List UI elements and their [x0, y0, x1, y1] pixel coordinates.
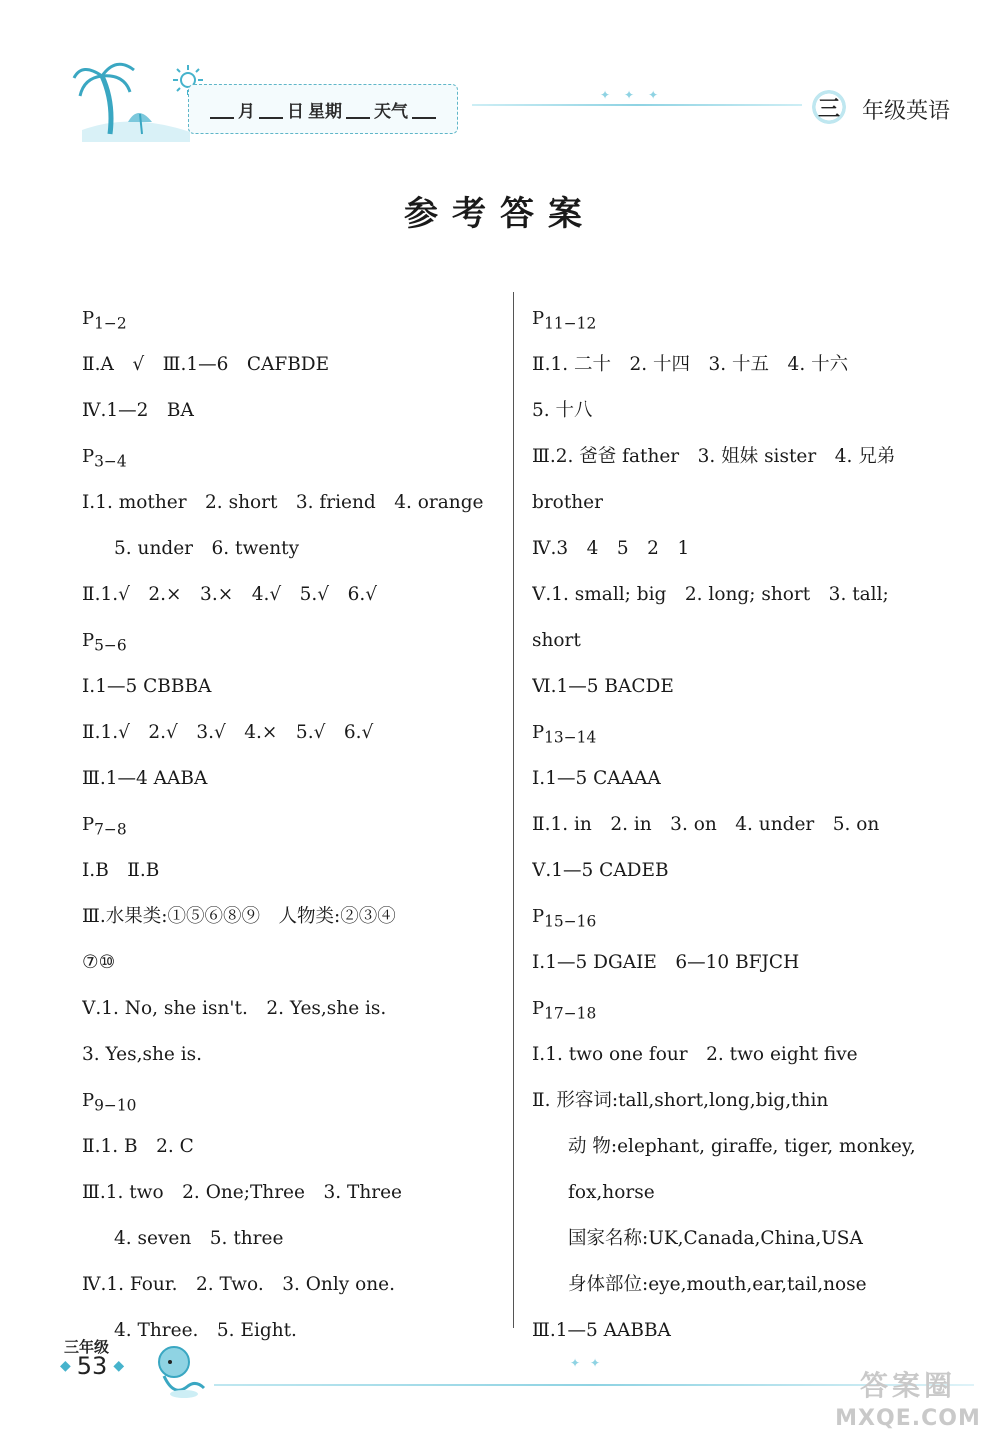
page-prefix: P [82, 446, 95, 467]
answer-line: fox,horse [568, 1182, 655, 1203]
date-weather-box [188, 84, 458, 134]
watermark-top: 答案圈 [859, 1369, 956, 1402]
page-range-label [82, 618, 502, 664]
answer-line: Ⅱ.A √ Ⅲ.1—6 CAFBDE [82, 354, 330, 375]
page-title: 参考答案 [404, 194, 596, 234]
answer-line: brother [532, 492, 603, 513]
watermark-logo [820, 1368, 996, 1440]
header-decor-line [472, 104, 802, 106]
page-range: 17−18 [544, 1004, 597, 1023]
page-range: 15−16 [544, 912, 597, 931]
page-range: 11−12 [544, 314, 597, 333]
answer-line: Ⅳ.1—2 BA [82, 400, 194, 421]
answer-line: Ⅴ.1. No, she isn't. 2. Yes,she is. [82, 998, 387, 1019]
answer-line: Ⅱ.1.√ 2.√ 3.√ 4.× 5.√ 6.√ [82, 722, 374, 743]
answer-line: Ⅰ.1. two one four 2. two eight five [532, 1044, 858, 1065]
page-range-label [82, 1078, 502, 1124]
page-range: 3−4 [94, 452, 127, 471]
answer-line: Ⅰ.1—5 DGAIE 6—10 BFJCH [532, 952, 800, 973]
watermark-bottom: MXQE.COM [835, 1406, 981, 1431]
page-number-value: 53 [76, 1352, 108, 1380]
answer-line: ⑦⑩ [82, 952, 116, 973]
date-month-label: 月 [238, 101, 255, 122]
page-prefix: P [532, 722, 545, 743]
date-week-label: 星期 [308, 101, 342, 122]
answer-line: 身体部位:eye,mouth,ear,tail,nose [568, 1274, 867, 1295]
answer-line: 5. under 6. twenty [114, 538, 300, 559]
answer-line: Ⅱ.1. 二十 2. 十四 3. 十五 4. 十六 [532, 354, 849, 375]
date-blank [346, 99, 370, 119]
date-blank [412, 99, 436, 119]
page-range-label [82, 296, 502, 342]
answer-line: 动 物:elephant, giraffe, tiger, monkey, [568, 1136, 916, 1157]
answer-line: 3. Yes,she is. [82, 1044, 202, 1065]
answer-line: 4. seven 5. three [114, 1228, 284, 1249]
answer-line: Ⅱ.1. in 2. in 3. on 4. under 5. on [532, 814, 880, 835]
answer-line: Ⅲ.1. two 2. One;Three 3. Three [82, 1182, 402, 1203]
page-prefix: P [532, 998, 545, 1019]
answer-line: Ⅲ.水果类:①⑤⑥⑧⑨ 人物类:②③④ [82, 906, 396, 927]
page-range: 9−10 [94, 1096, 137, 1115]
answer-line: 4. Three. 5. Eight. [114, 1320, 297, 1341]
diamond-icon: ◆ [113, 1358, 125, 1374]
answer-line: Ⅰ.1. mother 2. short 3. friend 4. orange [82, 492, 484, 513]
answer-line: Ⅱ. 形容词:tall,short,long,big,thin [532, 1090, 829, 1111]
page-range: 7−8 [94, 820, 127, 839]
date-weather-label: 天气 [374, 101, 408, 122]
page-range-label [532, 296, 952, 342]
answer-line: Ⅵ.1—5 BACDE [532, 676, 674, 697]
answer-line: Ⅲ.2. 爸爸 father 3. 姐妹 sister 4. 兄弟 [532, 446, 896, 467]
page-prefix: P [82, 630, 95, 651]
answer-line: Ⅱ.1.√ 2.× 3.× 4.√ 5.√ 6.√ [82, 584, 378, 605]
page-range: 13−14 [544, 728, 597, 747]
footer-decor-dots: ✦✦ [570, 1356, 611, 1370]
page-range: 1−2 [94, 314, 127, 333]
answer-column-right [532, 296, 952, 1354]
answer-line: Ⅱ.1. B 2. C [82, 1136, 194, 1157]
footer-grade-label: 三年级 [64, 1338, 110, 1356]
date-blank [259, 99, 283, 119]
grade-badge: 三 [812, 90, 846, 124]
answer-line: Ⅰ.1—5 CAAAA [532, 768, 661, 789]
page-prefix: P [82, 1090, 95, 1111]
answer-line: Ⅴ.1. small; big 2. long; short 3. tall; [532, 584, 889, 605]
answer-line: Ⅲ.1—5 AABBA [532, 1320, 671, 1341]
answer-line: Ⅳ.1. Four. 2. Two. 3. Only one. [82, 1274, 395, 1295]
grade-subject-label: 年级英语 [862, 99, 951, 124]
page-range-label [532, 710, 952, 756]
answer-line: Ⅲ.1—4 AABA [82, 768, 208, 789]
header-decor-dots: ✦✦✦ [600, 88, 673, 102]
page-prefix: P [532, 906, 545, 927]
answer-line: short [532, 630, 581, 651]
date-day-label: 日 [287, 101, 304, 122]
page-prefix: P [532, 308, 545, 329]
page-range-label [82, 802, 502, 848]
answer-line: 国家名称:UK,Canada,China,USA [568, 1228, 863, 1249]
answer-line: Ⅰ.1—5 CBBBA [82, 676, 212, 697]
page-range-label [532, 986, 952, 1032]
page-header [0, 0, 1000, 150]
cartoon-kid-icon [144, 1342, 210, 1400]
answer-column-left [82, 296, 502, 1354]
answer-line: Ⅰ.B Ⅱ.B [82, 860, 160, 881]
diamond-icon: ◆ [60, 1358, 71, 1374]
page-prefix: P [82, 308, 95, 329]
page-prefix: P [82, 814, 95, 835]
page-number [60, 1352, 124, 1380]
page-range-label [82, 434, 502, 480]
answer-line: Ⅴ.1—5 CADEB [532, 860, 669, 881]
page-range-label [532, 894, 952, 940]
answer-line: Ⅳ.3 4 5 2 1 [532, 538, 690, 559]
column-divider [513, 292, 514, 1328]
page-range: 5−6 [94, 636, 127, 655]
date-blank [210, 99, 234, 119]
answer-line: 5. 十八 [532, 400, 593, 421]
